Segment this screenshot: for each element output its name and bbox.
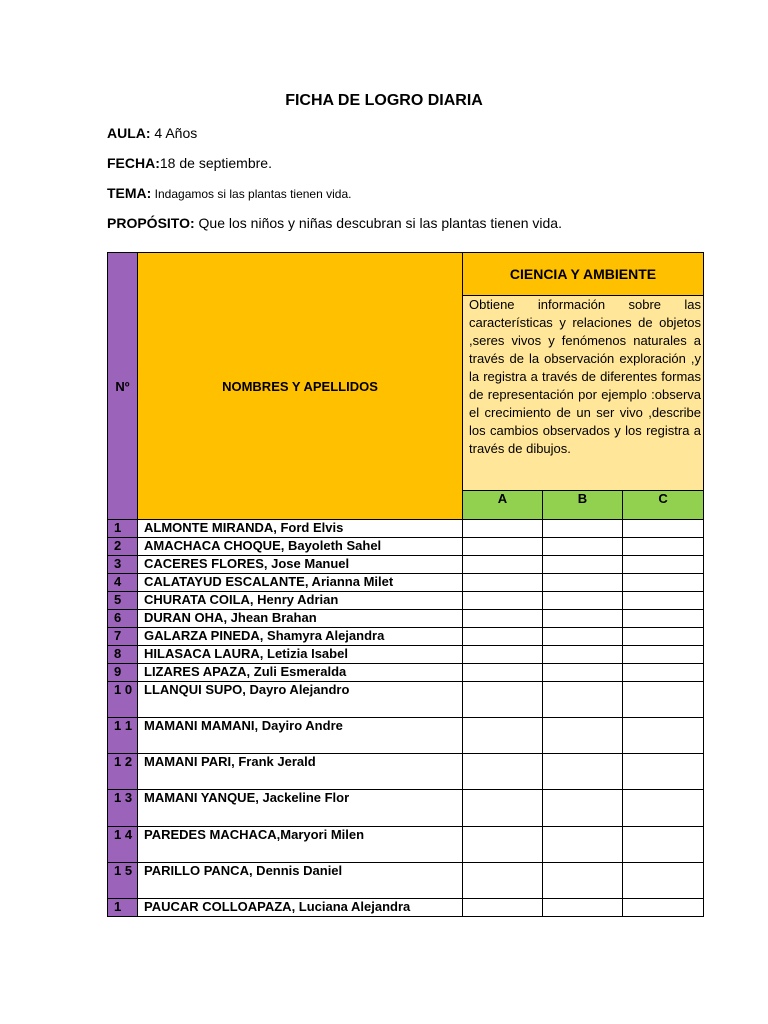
- student-name: HILASACA LAURA, Letizia Isabel: [138, 646, 463, 664]
- student-name: PAUCAR COLLOAPAZA, Luciana Alejandra: [138, 899, 463, 917]
- aula-label: AULA:: [107, 125, 151, 141]
- grade-cell-b[interactable]: [543, 664, 623, 682]
- row-number: 1 2: [108, 754, 138, 790]
- column-c-header: C: [623, 491, 704, 520]
- grade-cell-c[interactable]: [623, 610, 704, 628]
- grade-cell-b[interactable]: [543, 592, 623, 610]
- grade-cell-c[interactable]: [623, 646, 704, 664]
- table-row: [108, 790, 704, 827]
- proposito-label: PROPÓSITO:: [107, 215, 195, 231]
- grade-cell-b[interactable]: [543, 628, 623, 646]
- student-name: LLANQUI SUPO, Dayro Alejandro: [138, 682, 463, 718]
- tema-line: [107, 185, 351, 201]
- grade-cell-a[interactable]: [463, 827, 543, 863]
- row-number: 3: [108, 556, 138, 574]
- grade-cell-a[interactable]: [463, 754, 543, 790]
- student-name: MAMANI PARI, Frank Jerald: [138, 754, 463, 790]
- grade-cell-c[interactable]: [623, 718, 704, 754]
- row-number: 1 1: [108, 718, 138, 754]
- row-number: 1 3: [108, 790, 138, 827]
- row-number: 1 0: [108, 682, 138, 718]
- grade-cell-a[interactable]: [463, 790, 543, 827]
- student-name: PARILLO PANCA, Dennis Daniel: [138, 863, 463, 899]
- row-number: 1 4: [108, 827, 138, 863]
- aula-line: [107, 125, 197, 141]
- grade-cell-b[interactable]: [543, 520, 623, 538]
- row-number: 1: [108, 520, 138, 538]
- grade-cell-a[interactable]: [463, 610, 543, 628]
- table-row: [108, 664, 704, 682]
- grade-cell-b[interactable]: [543, 646, 623, 664]
- grade-cell-a[interactable]: [463, 682, 543, 718]
- student-name: CALATAYUD ESCALANTE, Arianna Milet: [138, 574, 463, 592]
- grade-cell-a[interactable]: [463, 718, 543, 754]
- grade-cell-c[interactable]: [623, 827, 704, 863]
- table-row: [108, 863, 704, 899]
- fecha-label: FECHA:: [107, 155, 160, 171]
- grade-cell-c[interactable]: [623, 592, 704, 610]
- tema-value: Indagamos si las plantas tienen vida.: [151, 187, 352, 201]
- table-row: [108, 827, 704, 863]
- row-number: 2: [108, 538, 138, 556]
- grade-cell-b[interactable]: [543, 827, 623, 863]
- fecha-value: 18 de septiembre.: [159, 155, 272, 171]
- student-name: CHURATA COILA, Henry Adrian: [138, 592, 463, 610]
- row-number: 7: [108, 628, 138, 646]
- table-row: [108, 718, 704, 754]
- grade-cell-a[interactable]: [463, 899, 543, 917]
- table-row: [108, 520, 704, 538]
- grade-cell-c[interactable]: [623, 574, 704, 592]
- grade-cell-c[interactable]: [623, 628, 704, 646]
- grade-cell-c[interactable]: [623, 520, 704, 538]
- table-row: [108, 610, 704, 628]
- student-name: MAMANI MAMANI, Dayiro Andre: [138, 718, 463, 754]
- grade-cell-a[interactable]: [463, 863, 543, 899]
- aula-value: 4 Años: [150, 125, 198, 141]
- achievement-table: [107, 252, 704, 917]
- grade-cell-c[interactable]: [623, 538, 704, 556]
- table-row: [108, 754, 704, 790]
- student-name: ALMONTE MIRANDA, Ford Elvis: [138, 520, 463, 538]
- grade-cell-a[interactable]: [463, 574, 543, 592]
- grade-cell-a[interactable]: [463, 646, 543, 664]
- grade-cell-b[interactable]: [543, 556, 623, 574]
- table-row: [108, 592, 704, 610]
- grade-cell-b[interactable]: [543, 682, 623, 718]
- competency-description: Obtiene información sobre las características y relaciones de objetos ,seres vivos y fenómenos naturales a través de la observación exploración ,y la registra a través de diferentes formas de representación por ejemplo :observa el crecimiento de un ser vivo ,describe los cambios observados y los registra a través de dibujos.: [463, 296, 704, 491]
- student-name: PAREDES MACHACA,Maryori Milen: [138, 827, 463, 863]
- grade-cell-a[interactable]: [463, 592, 543, 610]
- student-name: LIZARES APAZA, Zuli Esmeralda: [138, 664, 463, 682]
- grade-cell-b[interactable]: [543, 899, 623, 917]
- row-number: 1: [108, 899, 138, 917]
- grade-cell-b[interactable]: [543, 754, 623, 790]
- tema-label: TEMA:: [107, 185, 152, 201]
- table-row: [108, 628, 704, 646]
- page-title: FICHA DE LOGRO DIARIA: [285, 92, 483, 109]
- grade-cell-b[interactable]: [543, 863, 623, 899]
- grade-cell-b[interactable]: [543, 790, 623, 827]
- fecha-line: [107, 155, 272, 171]
- row-number: 8: [108, 646, 138, 664]
- area-header: CIENCIA Y AMBIENTE: [463, 253, 704, 296]
- grade-cell-c[interactable]: [623, 863, 704, 899]
- grade-cell-c[interactable]: [623, 754, 704, 790]
- names-header: NOMBRES Y APELLIDOS: [138, 253, 463, 520]
- table-row: [108, 646, 704, 664]
- table-row: [108, 899, 704, 917]
- table-row: [108, 682, 704, 718]
- student-name: GALARZA PINEDA, Shamyra Alejandra: [138, 628, 463, 646]
- grade-cell-c[interactable]: [623, 899, 704, 917]
- row-number: 4: [108, 574, 138, 592]
- grade-cell-a[interactable]: [463, 664, 543, 682]
- row-number: 1 5: [108, 863, 138, 899]
- table-row: [108, 538, 704, 556]
- proposito-value: Que los niños y niñas descubran si las plantas tienen vida.: [194, 215, 562, 231]
- student-name: AMACHACA CHOQUE, Bayoleth Sahel: [138, 538, 463, 556]
- grade-cell-a[interactable]: [463, 628, 543, 646]
- grade-cell-b[interactable]: [543, 574, 623, 592]
- row-number: 5: [108, 592, 138, 610]
- grade-cell-a[interactable]: [463, 538, 543, 556]
- student-name: MAMANI YANQUE, Jackeline Flor: [138, 790, 463, 827]
- grade-cell-c[interactable]: [623, 664, 704, 682]
- table-row: [108, 574, 704, 592]
- grade-cell-b[interactable]: [543, 718, 623, 754]
- number-header: Nº: [108, 253, 138, 520]
- row-number: 6: [108, 610, 138, 628]
- row-number: 9: [108, 664, 138, 682]
- student-name: CACERES FLORES, Jose Manuel: [138, 556, 463, 574]
- table-row: [108, 556, 704, 574]
- column-a-header: A: [463, 491, 543, 520]
- proposito-line: [107, 215, 562, 231]
- grade-cell-c[interactable]: [623, 790, 704, 827]
- grade-cell-b[interactable]: [543, 538, 623, 556]
- grade-cell-b[interactable]: [543, 610, 623, 628]
- grade-cell-a[interactable]: [463, 520, 543, 538]
- grade-cell-c[interactable]: [623, 556, 704, 574]
- student-name: DURAN OHA, Jhean Brahan: [138, 610, 463, 628]
- grade-cell-a[interactable]: [463, 556, 543, 574]
- column-b-header: B: [543, 491, 623, 520]
- grade-cell-c[interactable]: [623, 682, 704, 718]
